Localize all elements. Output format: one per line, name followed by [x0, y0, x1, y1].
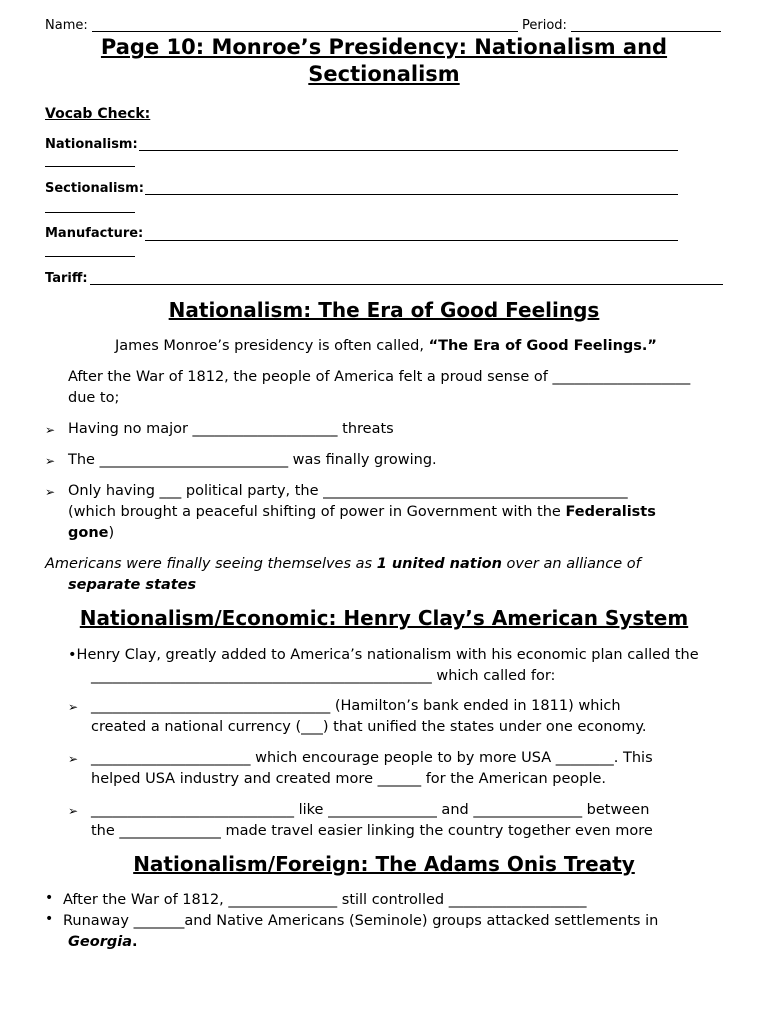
vocab-blank-tariff[interactable] — [90, 284, 723, 285]
vocab-blank-manufacture-cont[interactable] — [45, 256, 135, 257]
section1-para1-line1: After the War of 1812, the people of America felt a proud sense of ___________________ — [68, 369, 691, 385]
section2-item2-line1: ______________________ which encourage people to by more USA ________. This — [91, 750, 653, 766]
page-title-line1: Page 10: Monroe’s Presidency: Nationalism and — [100, 35, 668, 59]
section3-item2-line1: Runaway _______and Native Americans (Seminole) groups attacked settlements in — [63, 913, 659, 929]
period-label: Period: — [522, 18, 567, 33]
section1-item3-line3-plain: ) — [108, 525, 115, 541]
section1-item3-line2-plain: (which brought a peaceful shifting of power in Government with the — [68, 504, 566, 520]
vocab-term-manufacture: Manufacture: — [45, 226, 144, 241]
section1-summary-c: over an alliance of — [501, 556, 641, 572]
arrow-bullet-icon: ➢ — [45, 454, 56, 468]
vocab-blank-sectionalism-cont[interactable] — [45, 212, 135, 213]
vocab-blank-nationalism-cont[interactable] — [45, 166, 135, 167]
section3-item1: After the War of 1812, _______________ still controlled ___________________ — [63, 892, 587, 908]
period-blank[interactable] — [571, 31, 721, 32]
section2-item1-line2: created a national currency (___) that unified the states under one economy. — [91, 719, 647, 735]
section1-item3-line1: Only having ___ political party, the __________________________________________ — [68, 483, 628, 499]
section2-item1-line1: _________________________________ (Hamilton’s bank ended in 1811) which — [91, 698, 621, 714]
vocab-blank-nationalism[interactable] — [139, 150, 678, 151]
vocab-blank-manufacture[interactable] — [145, 240, 678, 241]
vocab-heading: Vocab Check: — [45, 106, 151, 122]
section1-summary-d: separate states — [68, 577, 197, 593]
section2-intro-line2: _______________________________________________ which called for: — [91, 668, 556, 684]
dot-bullet-icon: • — [45, 911, 54, 927]
arrow-bullet-icon: ➢ — [68, 752, 79, 766]
vocab-term-sectionalism: Sectionalism: — [45, 181, 144, 196]
section2-item3-line2: the ______________ made travel easier linking the country together even more — [91, 823, 653, 839]
page-title-line2: Sectionalism — [308, 62, 460, 86]
vocab-term-tariff: Tariff: — [45, 271, 88, 286]
section1-item3-line3 — [68, 523, 114, 544]
section1-item3-line2 — [68, 502, 656, 523]
section2-item2-line2: helped USA industry and created more ______ for the American people. — [91, 771, 607, 787]
section1-summary-line1 — [45, 554, 641, 575]
section1-summary-b: 1 united nation — [376, 556, 502, 572]
section1-item2: The __________________________ was finally growing. — [68, 452, 437, 468]
vocab-term-nationalism: Nationalism: — [45, 137, 138, 152]
section2-item3-line1: ____________________________ like _______________ and _______________ between — [91, 802, 650, 818]
arrow-bullet-icon: ➢ — [45, 423, 56, 437]
section1-intro-plain: James Monroe’s presidency is often called, — [115, 338, 429, 354]
arrow-bullet-icon: ➢ — [68, 700, 79, 714]
section3-item2-line2 — [68, 932, 138, 953]
section-heading-american-system: Nationalism/Economic: Henry Clay’s American System — [79, 606, 689, 630]
name-label: Name: — [45, 18, 88, 33]
arrow-bullet-icon: ➢ — [68, 804, 79, 818]
dot-bullet-icon: • — [45, 890, 54, 906]
section3-period: . — [131, 934, 138, 950]
section1-intro-bold: “The Era of Good Feelings.” — [428, 338, 657, 354]
section1-item1: Having no major ____________________ threats — [68, 421, 394, 437]
section-heading-good-feelings: Nationalism: The Era of Good Feelings — [168, 298, 600, 322]
section1-para1-line2: due to; — [68, 390, 120, 406]
section1-summary-a: Americans were finally seeing themselves as — [45, 556, 377, 572]
section3-georgia: Georgia — [68, 934, 132, 950]
section1-item3-line3-bold: gone — [68, 525, 109, 541]
section-heading-adams-onis: Nationalism/Foreign: The Adams Onis Treaty — [133, 852, 635, 876]
section1-item3-line2-bold: Federalists — [565, 504, 656, 520]
section2-intro-line1: •Henry Clay, greatly added to America’s nationalism with his economic plan called the — [68, 647, 699, 663]
arrow-bullet-icon: ➢ — [45, 485, 56, 499]
section1-intro — [115, 336, 657, 357]
vocab-blank-sectionalism[interactable] — [145, 194, 678, 195]
name-blank[interactable] — [92, 31, 518, 32]
